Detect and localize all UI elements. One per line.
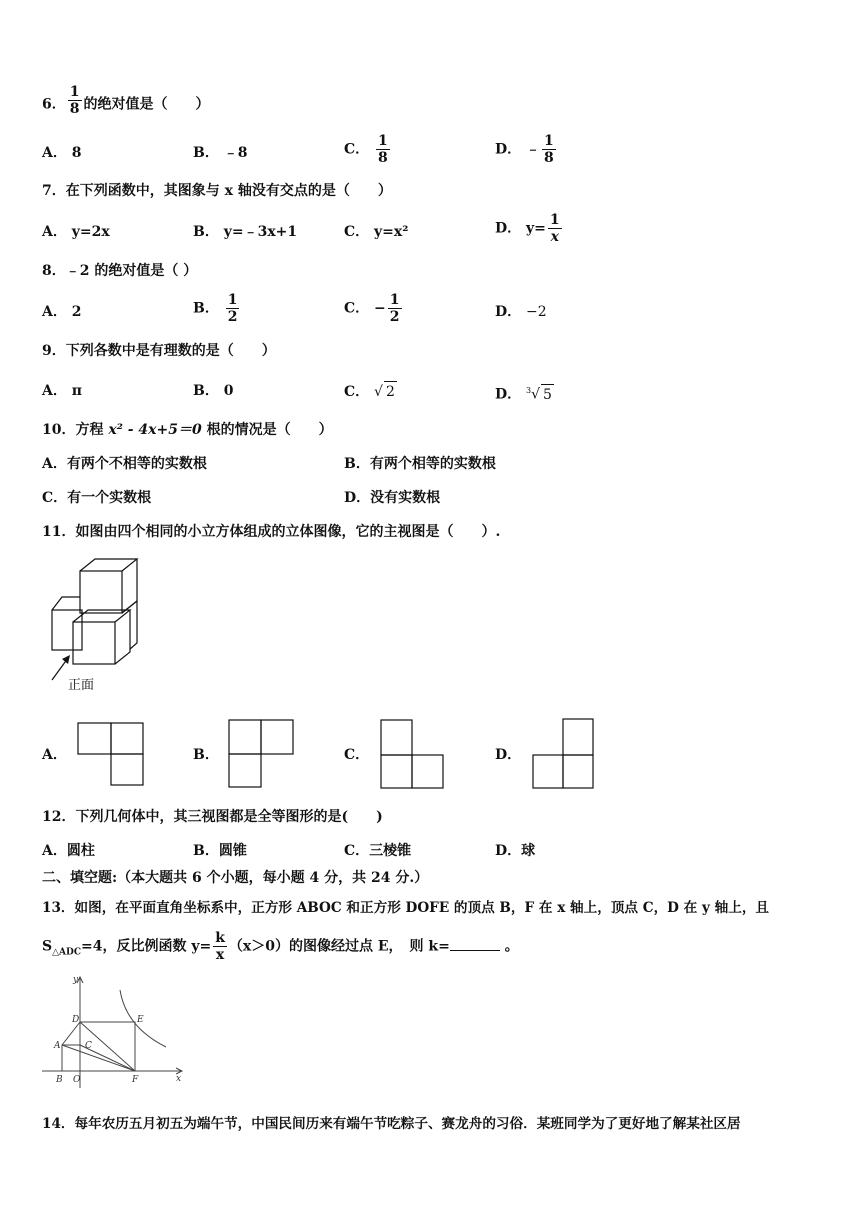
q7-option-c: C． y=x² xyxy=(344,224,409,240)
q11-cube-figure xyxy=(40,555,150,700)
q12-option-a: A．圆柱 xyxy=(42,843,95,859)
cube-front-side-face xyxy=(115,610,130,664)
q14-text: 14．每年农历五月初五为端午节，中国民间历来有端午节吃粽子、赛龙舟的习俗．某班同学为了更好地了解某社区居 xyxy=(42,1116,741,1132)
q8-option-d: D． −2 xyxy=(495,304,547,320)
label-a: A xyxy=(54,1041,61,1051)
q10-option-b: B．有两个相等的实数根 xyxy=(344,456,496,472)
q7-stem: 7．在下列函数中，其图象与 x 轴没有交点的是（ ） xyxy=(42,183,392,199)
cube-top-top-face xyxy=(80,559,137,571)
q6-option-b: B． ﹣8 xyxy=(193,145,248,161)
section-heading: 二、填空题:（本大题共 6 个小题，每小题 4 分，共 24 分.） xyxy=(42,870,429,886)
q13-answer-blank[interactable] xyxy=(450,936,500,951)
square-aboc xyxy=(62,1045,80,1071)
front-arrow-head xyxy=(62,655,70,664)
cube-top-front-face xyxy=(80,571,122,613)
q7-option-a: A． y=2x xyxy=(42,224,110,240)
label-y: y xyxy=(73,975,79,985)
q13-figure xyxy=(40,972,190,1092)
cube-front-front-face xyxy=(73,622,115,664)
q12-option-c: C．三棱锥 xyxy=(344,843,412,859)
label-f: F xyxy=(132,1075,139,1085)
q11-option-b-label: B． xyxy=(193,747,219,763)
cube-top-side-face xyxy=(122,559,137,613)
q6-option-c: C． $\frac{1}{8}$ xyxy=(344,133,388,166)
q10-option-c: C．有一个实数根 xyxy=(42,490,152,506)
q8-option-c: C． − $\frac{1}{2}$ xyxy=(344,292,400,325)
q6-stem: 6． $\frac{1}{8}$ 的绝对值是（ ） xyxy=(42,84,210,117)
q8-option-b: B． $\frac{1}{2}$ xyxy=(193,292,238,325)
q10-option-d: D．没有实数根 xyxy=(344,490,441,506)
label-x: x xyxy=(176,1074,182,1084)
q11-option-d-label: D． xyxy=(495,747,522,763)
q10-option-a: A．有两个不相等的实数根 xyxy=(42,456,207,472)
label-e: E xyxy=(137,1015,144,1025)
q11-front-label: 正面 xyxy=(68,678,95,693)
q7-option-b: B． y=﹣3x+1 xyxy=(193,224,298,240)
q12-option-d: D．球 xyxy=(495,843,536,859)
q8-stem: 8．﹣2 的绝对值是（ ） xyxy=(42,263,198,279)
q11-option-a-figure xyxy=(77,722,147,788)
q10-stem: 10．方程 x² - 4x+5＝0 根的情况是（ ） xyxy=(42,422,333,438)
cube-left-front-face xyxy=(52,610,82,650)
q6-option-d: D． ﹣ $\frac{1}{8}$ xyxy=(495,133,554,166)
q9-option-b: B． 0 xyxy=(193,383,234,399)
q11-option-c-label: C． xyxy=(344,747,370,763)
segment-af xyxy=(62,1045,135,1071)
q9-stem: 9．下列各数中是有理数的是（ ） xyxy=(42,343,276,359)
q12-stem: 12．下列几何体中，其三视图都是全等图形的是( ) xyxy=(42,809,383,825)
q9-option-a: A． π xyxy=(42,383,82,399)
q11-option-b-figure xyxy=(228,719,296,789)
label-c: C xyxy=(85,1041,92,1051)
q11-option-c-figure xyxy=(380,719,446,790)
segment-ad xyxy=(62,1022,80,1045)
q13-line1: 13．如图，在平面直角坐标系中，正方形 ABOC 和正方形 DOFE 的顶点 B，F 在 x 轴上，顶点 C，D 在 y 轴上，且 xyxy=(42,900,770,916)
q11-option-a-label: A． xyxy=(42,747,67,763)
q9-option-c: C． √ 2 xyxy=(344,381,397,402)
q7-option-d: D． y= $\frac{1}{x}$ xyxy=(495,212,560,245)
cube-left-top-face xyxy=(52,597,80,610)
label-d: D xyxy=(72,1015,80,1025)
q13-line2: $S_{\triangle ADC}=4$，反比例函数 y= $\frac{k}{x}$ （x＞0）的图像经过点 E， 则 k= 。 xyxy=(42,930,519,963)
label-b: B xyxy=(56,1075,63,1085)
q12-option-b: B．圆锥 xyxy=(193,843,247,859)
q11-stem: 11．如图由四个相同的小立方体组成的立体图像，它的主视图是（ ）. xyxy=(42,524,501,540)
q6-option-a: A． 8 xyxy=(42,145,82,161)
q11-option-d-figure xyxy=(532,718,596,790)
label-o: O xyxy=(73,1075,81,1085)
q9-option-d: D． $^3$√ 5 xyxy=(495,381,554,405)
q8-option-a: A． 2 xyxy=(42,304,82,320)
